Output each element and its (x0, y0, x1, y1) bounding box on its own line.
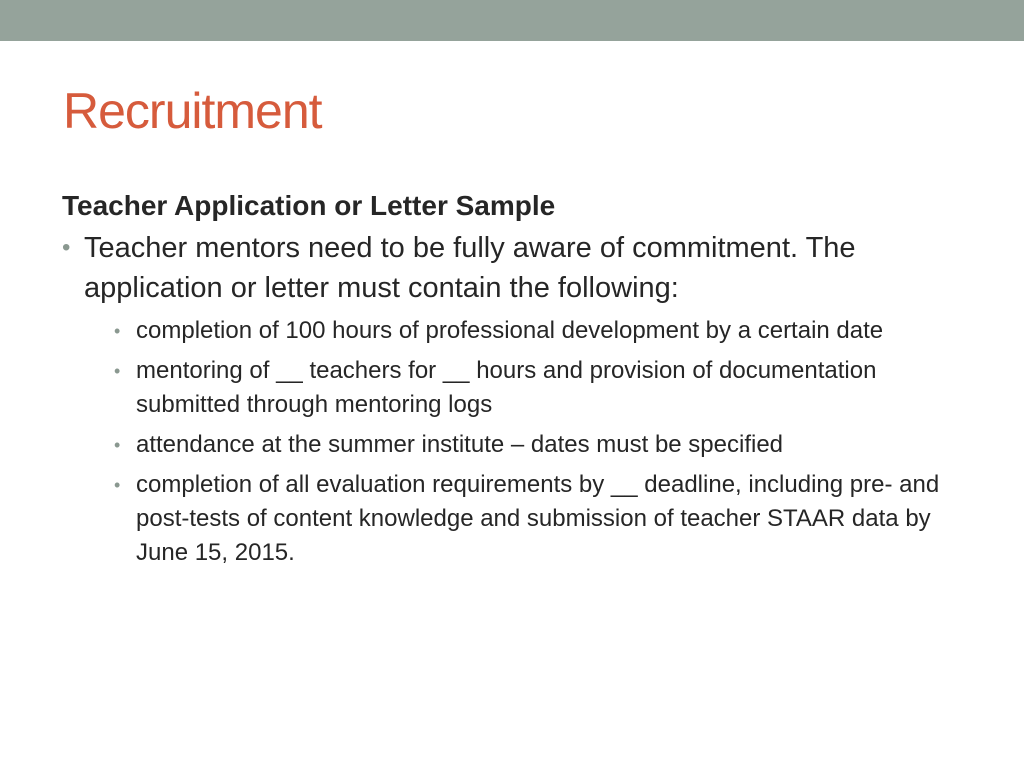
sub-bullet-text: mentoring of __ teachers for __ hours and provision of documentation submitted through mentoring logs (136, 357, 877, 418)
bullet-text: Teacher mentors need to be fully aware of commitment. The application or letter must contain the following: (84, 232, 856, 304)
bullet-dot-icon: • (114, 361, 121, 381)
sub-bullet-list (84, 314, 962, 570)
bullet-dot-icon: • (62, 234, 71, 261)
sub-bullet-item (114, 314, 962, 348)
subheading: Teacher Application or Letter Sample (62, 190, 556, 221)
sub-bullet-text: completion of all evaluation requirements by __ deadline, including pre- and post-tests of content knowledge and submission of teacher STAAR data by June 15, 2015. (136, 471, 940, 566)
sub-bullet-item (114, 354, 962, 422)
bullet-dot-icon: • (114, 475, 121, 495)
bullet-item (62, 228, 962, 570)
bullet-list (62, 228, 962, 570)
sub-bullet-text: completion of 100 hours of professional development by a certain date (136, 317, 884, 344)
top-accent-band (0, 0, 1024, 41)
sub-bullet-text: attendance at the summer institute – dates must be specified (136, 431, 784, 458)
sub-bullet-item (114, 468, 962, 570)
bullet-dot-icon: • (114, 435, 121, 455)
sub-bullet-item (114, 428, 962, 462)
slide-title: Recruitment (63, 83, 322, 139)
bullet-dot-icon: • (114, 321, 121, 341)
slide-body (62, 188, 962, 576)
